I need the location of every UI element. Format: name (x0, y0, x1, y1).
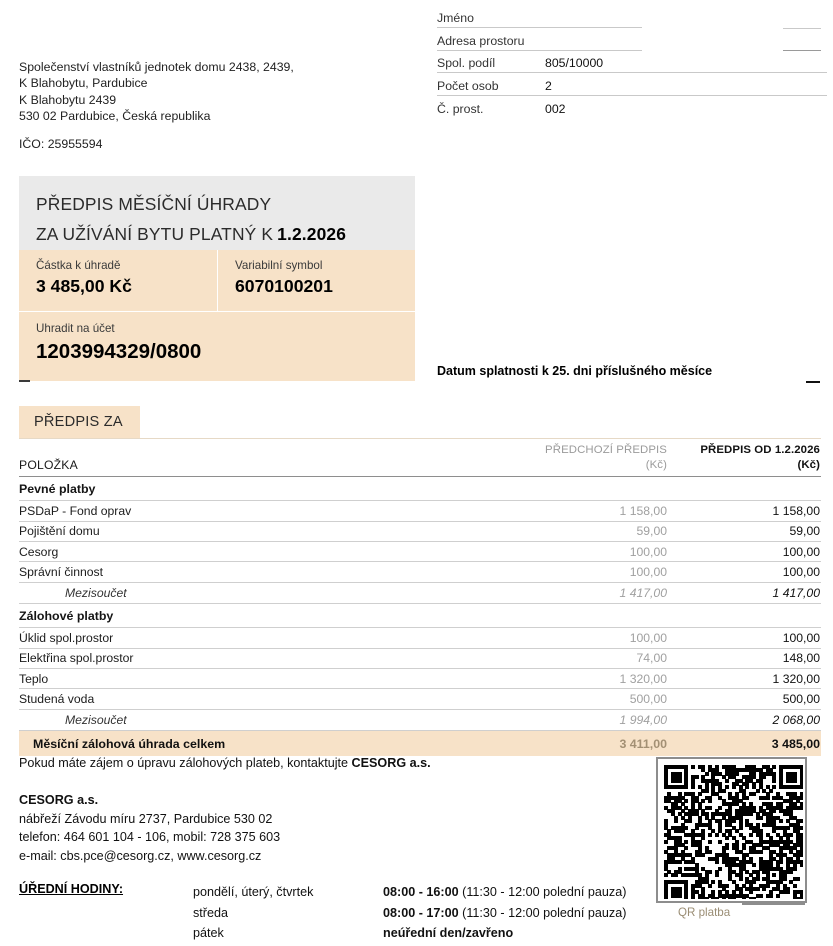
subtotal-previous-value: 1 417,00 (539, 582, 679, 603)
table-row (19, 541, 821, 561)
header-current (679, 443, 821, 476)
office-hours-note: (11:30 - 12:00 polední pauza) (458, 885, 627, 899)
organization-line: 530 02 Pardubice, Česká republika (19, 109, 211, 124)
office-hours-day: pondělí, úterý, čtvrtek (193, 885, 314, 899)
recipient-label: Jméno (437, 11, 474, 26)
subtotal-label: Mezisoučet (19, 582, 539, 603)
row-item-name: Studená voda (19, 689, 539, 709)
recipient-row-c-prost (437, 96, 827, 118)
row-item-name: Správní činnost (19, 562, 539, 582)
headline-line-2 (36, 219, 415, 249)
qr-payment-block (656, 757, 807, 919)
adjustment-note-text: Pokud máte zájem o úpravu zálohových plateb, kontaktujte (19, 756, 352, 770)
header-previous (539, 443, 679, 476)
row-previous-value: 100,00 (539, 628, 679, 648)
table-header-row (19, 443, 821, 476)
total-previous-value: 3 411,00 (539, 731, 679, 757)
office-hours-day: středa (193, 905, 229, 920)
contact-email: e-mail: cbs.pce@cesorg.cz, www.cesorg.cz (19, 848, 262, 863)
subtotal-previous-value: 1 994,00 (539, 709, 679, 730)
office-hours-note: (11:30 - 12:00 polední pauza) (458, 905, 627, 920)
row-current-value: 100,00 (679, 541, 821, 561)
headline-line-2-text: ZA UŽÍVÁNÍ BYTU PLATNÝ K (36, 224, 274, 244)
qr-caption: QR platba (678, 906, 731, 919)
subtotal-current-value: 1 417,00 (679, 582, 821, 603)
recipient-label: Adresa prostoru (437, 33, 525, 48)
recipient-row-pocet-osob (437, 73, 827, 95)
payment-amount-value: 3 485,00 Kč (36, 276, 132, 296)
row-current-value: 148,00 (679, 648, 821, 668)
variable-symbol-cell (217, 250, 415, 311)
header-item: POLOŽKA (19, 458, 78, 473)
table-row (19, 648, 821, 668)
subtotal-current-value: 2 068,00 (679, 709, 821, 730)
row-current-value: 59,00 (679, 521, 821, 541)
total-label: Měsíční zálohová úhrada celkem (19, 731, 539, 757)
organization-ico: IČO: 25955594 (19, 136, 103, 151)
recipient-rule-stub (783, 28, 821, 29)
table-row (19, 628, 821, 648)
recipient-row-spol-podil (437, 51, 827, 73)
section-header-row (19, 604, 821, 628)
header-current-text: PŘEDPIS OD 1.2.2026 (700, 444, 820, 456)
row-current-value: 1 158,00 (679, 501, 821, 521)
row-previous-value: 100,00 (539, 541, 679, 561)
payment-account-panel (19, 312, 415, 381)
payment-amount-cell (19, 250, 217, 311)
row-current-value: 1 320,00 (679, 668, 821, 688)
office-hours-time-value: 08:00 - 16:00 (383, 885, 459, 899)
row-previous-value: 59,00 (539, 521, 679, 541)
recipient-label: Počet osob (437, 78, 499, 93)
recipient-row-adresa (437, 28, 642, 50)
prescription-table (19, 443, 821, 756)
section-title: Zálohové platby (19, 604, 539, 628)
recipient-label: Spol. podíl (437, 56, 496, 71)
headline-valid-from-date: 1.2.2026 (277, 224, 347, 244)
row-previous-value: 74,00 (539, 648, 679, 668)
office-hours-time-value: neúřední den/zavřeno (383, 926, 514, 941)
qr-code-image (664, 765, 803, 899)
recipient-value: 805/10000 (545, 56, 604, 71)
total-current-value: 3 485,00 (679, 731, 821, 757)
table-row (19, 689, 821, 709)
recipient-row-jmeno (437, 6, 642, 28)
recipient-value: 002 (545, 101, 566, 116)
payment-amount-label: Částka k úhradě (36, 259, 121, 272)
table-row (19, 668, 821, 688)
header-previous-text: PŘEDCHOZÍ PŘEDPIS (545, 444, 667, 456)
recipient-details (437, 6, 827, 118)
recipient-rule-stub (783, 50, 821, 51)
qr-caption-rule (742, 903, 805, 905)
predpis-za-tab (19, 406, 140, 438)
row-previous-value: 500,00 (539, 689, 679, 709)
office-hours-day: pátek (193, 926, 224, 941)
table-row (19, 562, 821, 582)
contact-address: nábřeží Závodu míru 2737, Pardubice 530 02 (19, 811, 273, 826)
right-edge-tick (806, 381, 820, 383)
due-date-note: Datum splatnosti k 25. dni příslušného měsíce (437, 364, 713, 378)
contact-phone: telefon: 464 601 104 - 106, mobil: 728 375 603 (19, 830, 281, 845)
header-current-unit: (Kč) (797, 458, 820, 471)
row-previous-value: 1 158,00 (539, 501, 679, 521)
total-row (19, 731, 821, 757)
row-item-name: Úklid spol.prostor (19, 628, 539, 648)
panel-corner-tick (19, 380, 30, 382)
subtotal-row (19, 582, 821, 603)
organization-line: K Blahobytu, Pardubice (19, 76, 148, 91)
predpis-za-tab-label: PŘEDPIS ZA (34, 414, 123, 430)
office-hours-time (383, 903, 626, 924)
variable-symbol-label: Variabilní symbol (235, 259, 323, 272)
office-hours-title: ÚŘEDNÍ HODINY: (19, 882, 124, 896)
header-previous-unit: (Kč) (645, 458, 667, 471)
row-item-name: PSDaP - Fond oprav (19, 501, 539, 521)
account-number-value: 1203994329/0800 (36, 340, 202, 363)
account-label: Uhradit na účet (36, 322, 115, 335)
headline-panel (19, 176, 415, 250)
office-hours-time (383, 923, 513, 944)
row-item-name: Cesorg (19, 541, 539, 561)
row-previous-value: 100,00 (539, 562, 679, 582)
row-current-value: 100,00 (679, 628, 821, 648)
row-current-value: 500,00 (679, 689, 821, 709)
adjustment-note (19, 756, 431, 770)
office-hours-time (383, 882, 626, 903)
contact-company-name: CESORG a.s. (19, 793, 99, 807)
subtotal-row (19, 709, 821, 730)
recipient-value: 2 (545, 78, 552, 93)
row-previous-value: 1 320,00 (539, 668, 679, 688)
office-hours-time-value: 08:00 - 17:00 (383, 905, 459, 920)
table-row (19, 521, 821, 541)
row-item-name: Elektřina spol.prostor (19, 648, 539, 668)
qr-code-frame (656, 757, 807, 903)
table-row (19, 501, 821, 521)
organization-line: K Blahobytu 2439 (19, 92, 117, 107)
contact-block (19, 791, 280, 865)
organization-line: Společenství vlastníků jednotek domu 2438, 2439, (19, 60, 294, 74)
payment-summary-panel (19, 250, 415, 311)
row-current-value: 100,00 (679, 562, 821, 582)
section-header-row (19, 477, 821, 501)
headline-line-1: PŘEDPIS MĚSÍČNÍ ÚHRADY (36, 194, 272, 214)
variable-symbol-value: 6070100201 (235, 276, 333, 296)
adjustment-note-company: CESORG a.s. (351, 756, 431, 770)
row-item-name: Pojištění domu (19, 521, 539, 541)
section-title: Pevné platby (19, 477, 539, 501)
tab-baseline (19, 438, 821, 439)
row-item-name: Teplo (19, 668, 539, 688)
subtotal-label: Mezisoučet (19, 709, 539, 730)
organization-block (19, 59, 294, 152)
recipient-label: Č. prost. (437, 101, 484, 116)
